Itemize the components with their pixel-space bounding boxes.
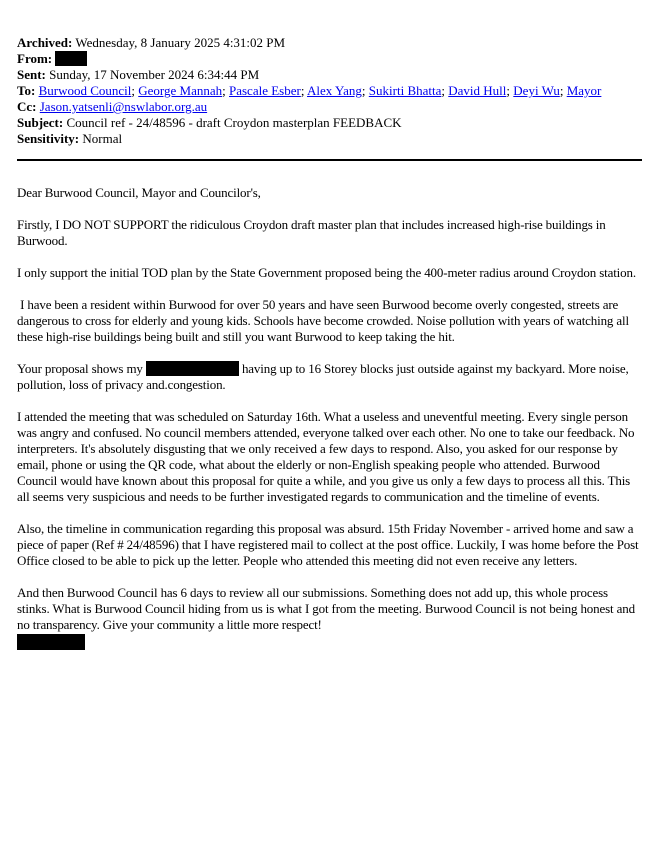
body-paragraph: And then Burwood Council has 6 days to review all our submissions. Something does not add up, this whole process stinks. What is Burwood Council hiding from us is what I got from the meeting. Burwood Council is not being honest and no transparency. Give your community a little more respect! bbox=[17, 585, 635, 632]
recipient-link[interactable]: George Mannah bbox=[138, 83, 223, 98]
sensitivity-label: Sensitivity: bbox=[17, 131, 80, 146]
to-label: To: bbox=[17, 83, 36, 98]
recipient-link[interactable]: Sukirti Bhatta bbox=[368, 83, 442, 98]
body-paragraph: Firstly, I DO NOT SUPPORT the ridiculous Croydon draft master plan that includes increased high-rise buildings in Burwood. bbox=[17, 217, 606, 248]
sent-value: Sunday, 17 November 2024 6:34:44 PM bbox=[49, 67, 260, 82]
paragraph-text: having up to 16 Storey blocks just outside against my backyard. More noise, pollution, loss of privacy and.congestion. bbox=[17, 361, 629, 392]
header-divider bbox=[17, 159, 642, 161]
from-redaction bbox=[55, 51, 87, 66]
paragraph-text: Your proposal shows my bbox=[17, 361, 146, 376]
cc-link[interactable]: Jason.yatsenli@nswlabor.org.au bbox=[39, 99, 208, 114]
sent-label: Sent: bbox=[17, 67, 46, 82]
sent-row bbox=[17, 67, 642, 83]
email-header bbox=[17, 35, 642, 147]
body-paragraph: I only support the initial TOD plan by the State Government proposed being the 400-meter radius around Croydon station. bbox=[17, 265, 636, 280]
body-paragraph: Also, the timeline in communication regarding this proposal was absurd. 15th Friday November - arrived home and saw a piece of paper (Ref # 24/48596) that I have registered mail to collect at the post office. Luckily, I was home before the Post Office closed to be able to pick up the letter. People who attended this meeting did not even receive any letters. bbox=[17, 521, 639, 568]
archived-label: Archived: bbox=[17, 35, 73, 50]
cc-label: Cc: bbox=[17, 99, 37, 114]
signature-redaction bbox=[17, 634, 85, 650]
sensitivity-value: Normal bbox=[82, 131, 123, 146]
subject-label: Subject: bbox=[17, 115, 64, 130]
sensitivity-row bbox=[17, 131, 642, 147]
archived-value: Wednesday, 8 January 2025 4:31:02 PM bbox=[75, 35, 286, 50]
greeting: Dear Burwood Council, Mayor and Councilor's, bbox=[17, 185, 261, 200]
email-body bbox=[17, 185, 642, 649]
body-paragraph: I attended the meeting that was scheduled on Saturday 16th. What a useless and uneventful meeting. Every single person was angry and confused. No council members attended, everyone talked over each other. No one to take our feedback. No interpreters. It's absolutely disgusting that we only received a few days to respond. Also, you asked for our response by email, phone or using the QR code, what about the elderly or non-English speaking people who attended. Burwood Council would have known about this proposal for quite a while, and you give us only a few days to process all this. This all seems very suspicious and needs to be further investigated regards to communication and the timeline of events. bbox=[17, 409, 635, 504]
recipient-link[interactable]: Alex Yang bbox=[307, 83, 362, 98]
recipient-link[interactable]: Burwood Council bbox=[38, 83, 132, 98]
from-label: From: bbox=[17, 51, 53, 66]
recipient-link[interactable]: Pascale Esber bbox=[229, 83, 301, 98]
body-paragraph bbox=[17, 361, 642, 393]
cc-row bbox=[17, 99, 642, 115]
to-row: To: Burwood Council; George Mannah; Pascale Esber; Alex Yang; Sukirti Bhatta; David Hull; Deyi Wu; Mayor bbox=[17, 83, 602, 98]
address-redaction bbox=[146, 361, 239, 376]
recipient-link[interactable]: Mayor bbox=[566, 83, 602, 98]
recipient-link[interactable]: Deyi Wu bbox=[513, 83, 560, 98]
subject-value: Council ref - 24/48596 - draft Croydon masterplan FEEDBACK bbox=[66, 115, 402, 130]
body-paragraph: I have been a resident within Burwood for over 50 years and have seen Burwood become overly congested, streets are dangerous to cross for elderly and young kids. Schools have become crowded. Noise pollution with years of watching all these high-rise buildings being built and still you want Burwood to keep taking the hit. bbox=[17, 297, 633, 344]
recipient-link[interactable]: David Hull bbox=[448, 83, 507, 98]
archived-row bbox=[17, 35, 642, 51]
subject-row bbox=[17, 115, 642, 131]
from-row bbox=[17, 51, 642, 67]
